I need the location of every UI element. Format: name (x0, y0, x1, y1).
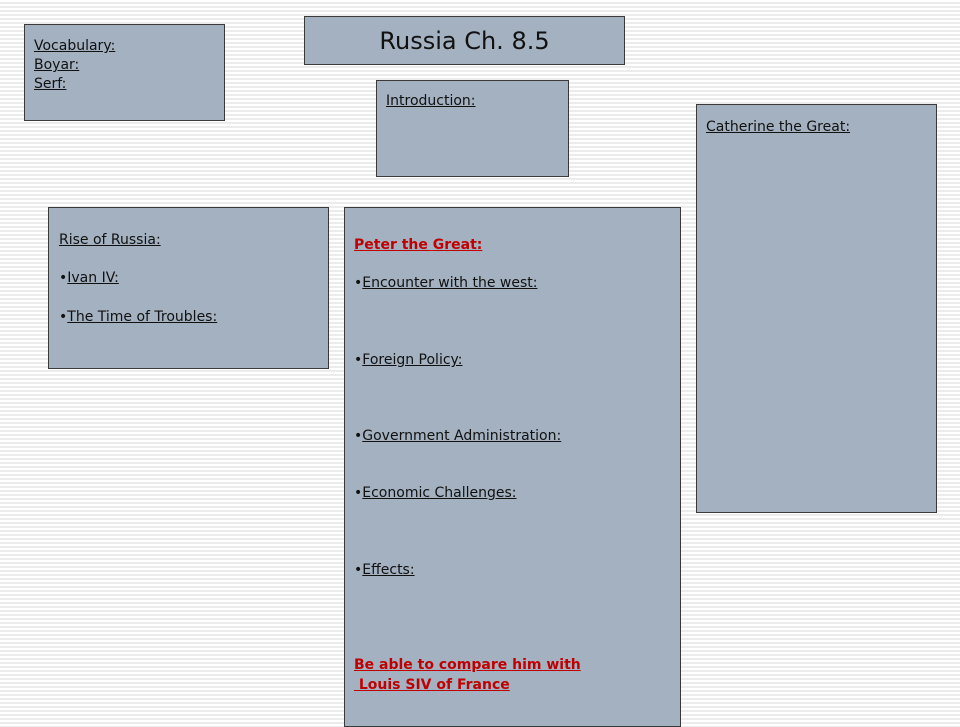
rise-item-label: The Time of Troubles: (67, 309, 218, 325)
catherine-box (696, 104, 937, 513)
peter-item-label: Government Administration: (362, 428, 562, 444)
vocab-term-boyar: Boyar: (34, 57, 80, 73)
bullet: • (354, 562, 363, 578)
peter-item-economic (354, 485, 517, 501)
rise-item-ivan (59, 270, 119, 286)
peter-note-line2: Louis SIV of France (354, 677, 510, 693)
introduction-heading: Introduction: (386, 93, 476, 109)
title-box (304, 16, 625, 65)
peter-item-encounter (354, 275, 537, 291)
peter-heading: Peter the Great: (354, 237, 483, 253)
peter-item-government (354, 428, 561, 444)
vocabulary-heading: Vocabulary: (34, 38, 116, 54)
peter-item-foreign-policy (354, 352, 463, 368)
peter-item-effects (354, 562, 415, 578)
bullet: • (59, 270, 68, 286)
peter-item-label: Foreign Policy: (362, 352, 463, 368)
vocabulary-box (24, 24, 225, 121)
rise-item-troubles (59, 309, 217, 325)
bullet: • (59, 309, 68, 325)
bullet: • (354, 352, 363, 368)
vocab-term-serf: Serf: (34, 76, 67, 92)
rise-of-russia-box (48, 207, 329, 369)
bullet: • (354, 485, 363, 501)
bullet: • (354, 275, 363, 291)
peter-item-label: Economic Challenges: (362, 485, 517, 501)
peter-the-great-box (344, 207, 681, 727)
slide-title: Russia Ch. 8.5 (379, 27, 550, 55)
catherine-heading: Catherine the Great: (706, 119, 851, 135)
peter-item-label: Encounter with the west: (362, 275, 538, 291)
peter-note-line1: Be able to compare him with (354, 657, 581, 673)
peter-item-label: Effects: (362, 562, 415, 578)
rise-item-label: Ivan IV: (67, 270, 119, 286)
bullet: • (354, 428, 363, 444)
rise-heading: Rise of Russia: (59, 232, 161, 248)
introduction-box (376, 80, 569, 177)
